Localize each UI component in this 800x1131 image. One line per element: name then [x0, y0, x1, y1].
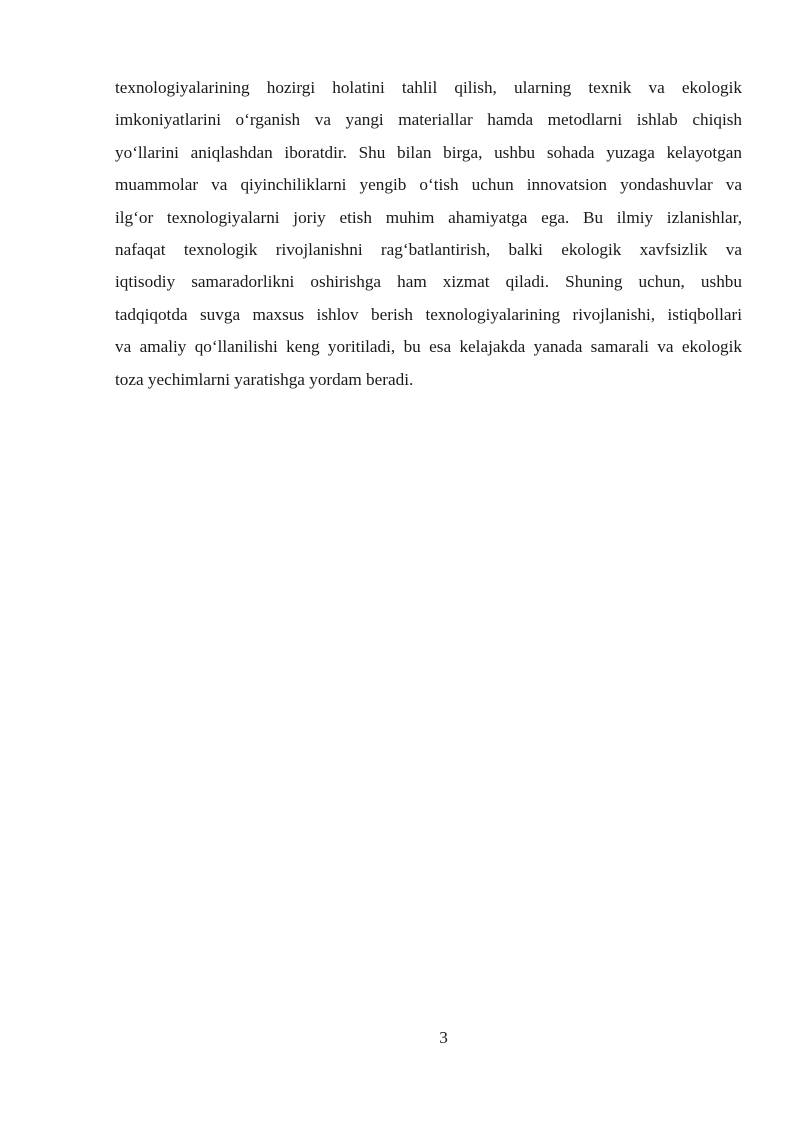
paragraph-line: iqtisodiy samaradorlikni oshirishga ham xizmat qiladi. Shuning uchun, ushbu	[115, 272, 742, 292]
paragraph-line: ilg‘or texnologiyalarni joriy etish muhim ahamiyatga ega. Bu ilmiy izlanishlar,	[115, 207, 742, 227]
paragraph-line: muammolar va qiyinchiliklarni yengib o‘tish uchun innovatsion yondashuvlar va	[115, 175, 742, 195]
body-paragraph	[115, 72, 742, 396]
paragraph-line: va amaliy qo‘llanilishi keng yoritiladi, bu esa kelajakda yanada samarali va ekologik	[115, 337, 742, 357]
paragraph-line: nafaqat texnologik rivojlanishni rag‘batlantirish, balki ekologik xavfsizlik va	[115, 239, 742, 259]
page-number: 3	[439, 1028, 448, 1047]
paragraph-line: yo‘llarini aniqlashdan iboratdir. Shu bilan birga, ushbu sohada yuzaga kelayotgan	[115, 142, 742, 162]
paragraph-line: imkoniyatlarini o‘rganish va yangi materiallar hamda metodlarni ishlab chiqish	[115, 110, 742, 130]
paragraph-line: texnologiyalarining hozirgi holatini tahlil qilish, ularning texnik va ekologik	[115, 78, 742, 97]
paragraph-line: toza yechimlarni yaratishga yordam beradi.	[115, 369, 414, 389]
paragraph-line: tadqiqotda suvga maxsus ishlov berish texnologiyalarining rivojlanishi, istiqbollari	[115, 304, 742, 324]
